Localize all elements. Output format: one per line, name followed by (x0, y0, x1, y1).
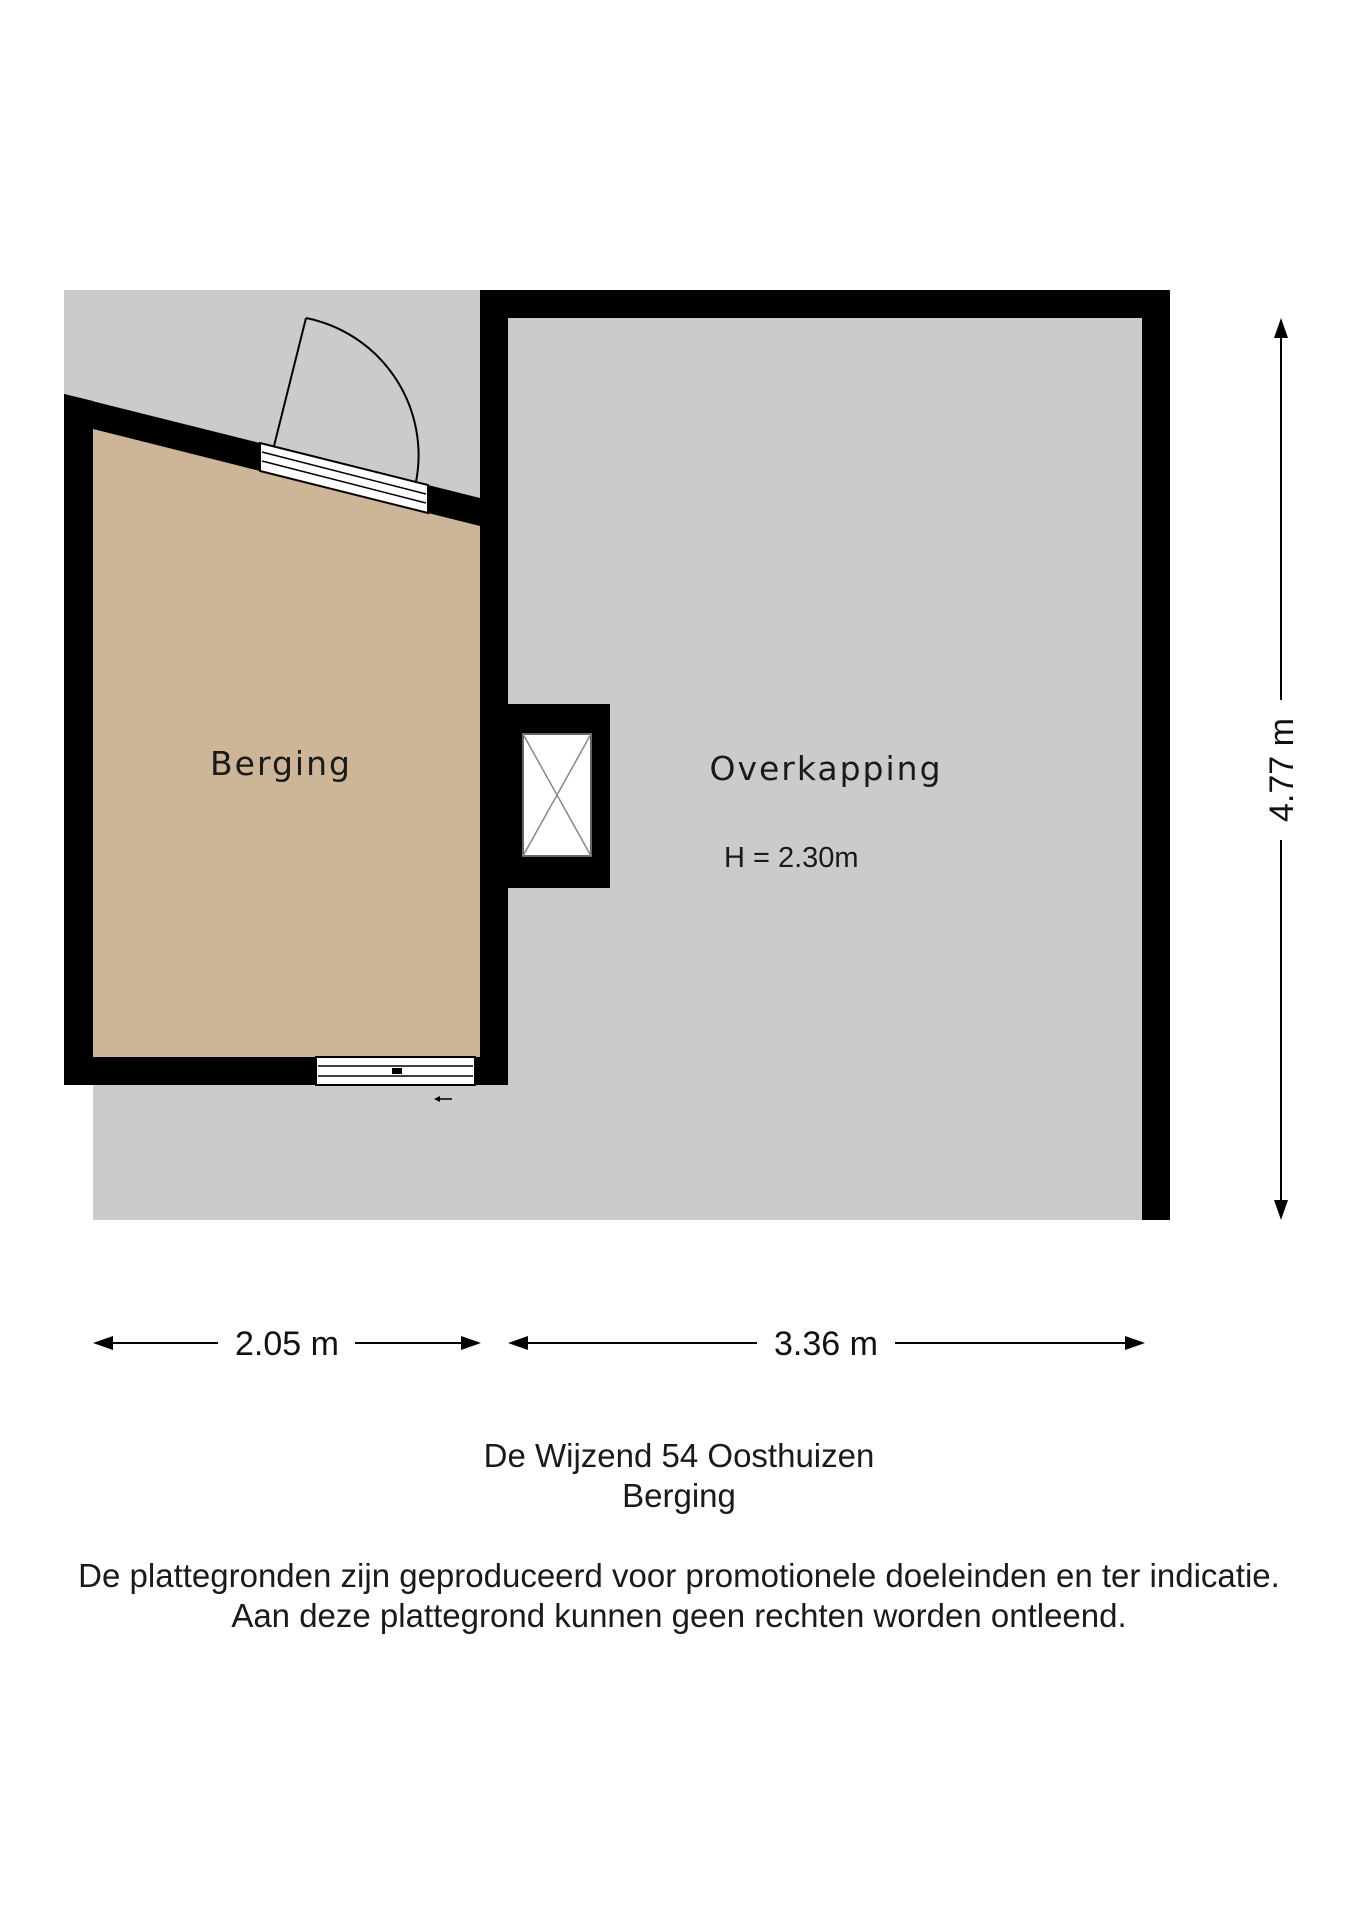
height-label: H = 2.30m (724, 842, 859, 874)
caption-floor: Berging (622, 1477, 736, 1514)
shaft-icon (523, 734, 591, 856)
dimension-width-left-label: 2.05 m (235, 1325, 339, 1363)
disclaimer-line-2: Aan deze plattegrond kunnen geen rechten worden ontleend. (231, 1597, 1127, 1634)
berging-floor (93, 425, 480, 1057)
caption-block (0, 1436, 1358, 1516)
caption-address: De Wijzend 54 Oosthuizen (483, 1437, 875, 1474)
dimension-width-right (508, 1325, 1145, 1363)
disclaimer-line-1: De plattegronden zijn geproduceerd voor promotionele doeleinden en ter indicatie. (78, 1557, 1280, 1594)
dimension-depth-label: 4.77 m (1263, 718, 1301, 822)
dimension-width-right-label: 3.36 m (774, 1325, 878, 1363)
room-label-berging: Berging (210, 744, 352, 783)
wall-bottom-right (475, 1057, 508, 1085)
disclaimer-block (0, 1556, 1358, 1636)
wall-top (480, 290, 1170, 318)
wall-middle (480, 290, 508, 1085)
dimension-width-left (93, 1325, 481, 1363)
wall-bottom-left (64, 1057, 316, 1085)
room-label-overkapping: Overkapping (709, 749, 943, 788)
wall-left (64, 394, 93, 1085)
dimension-depth (1263, 318, 1301, 1220)
wall-right (1142, 290, 1170, 1220)
